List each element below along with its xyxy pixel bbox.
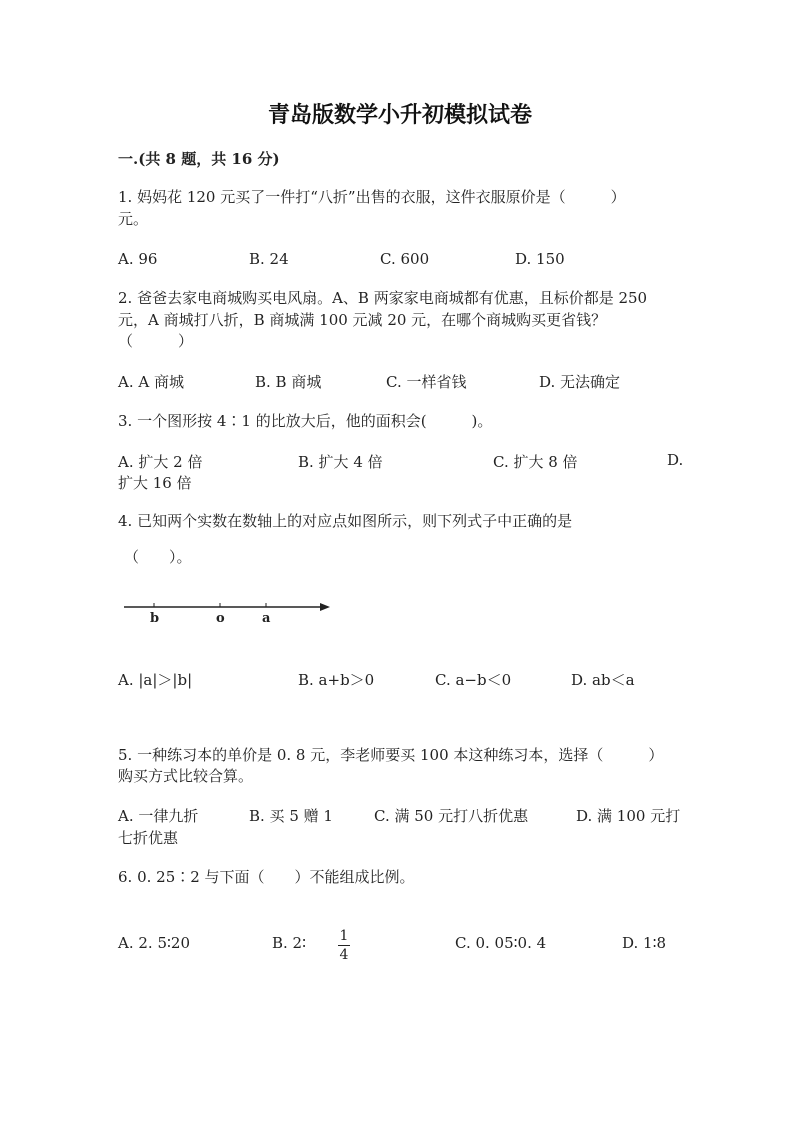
question-4-option-a: A. |a|＞|b| bbox=[118, 671, 193, 689]
question-1-option-c: C. 600 bbox=[380, 250, 430, 268]
question-2-stem-line2: 元，A 商城打八折，B 商城满 100 元减 20 元，在哪个商城购买更省钱？ bbox=[118, 311, 607, 329]
question-3-option-d: D. bbox=[667, 451, 684, 469]
question-2-stem-line3: （ ） bbox=[118, 332, 194, 350]
question-5-stem-line2: 购买方式比较合算。 bbox=[118, 767, 254, 785]
question-1-stem-line2: 元。 bbox=[118, 210, 149, 228]
question-2-option-c: C. 一样省钱 bbox=[386, 373, 467, 391]
question-2-option-b: B. B 商城 bbox=[255, 373, 322, 391]
number-line-arrow-icon bbox=[320, 603, 330, 611]
question-3-option-a: A. 扩大 2 倍 bbox=[118, 453, 203, 471]
question-5-option-c: C. 满 50 元打八折优惠 bbox=[374, 807, 529, 825]
question-1-option-a: A. 96 bbox=[118, 250, 158, 268]
question-4-option-c: C. a−b＜0 bbox=[435, 671, 512, 689]
question-5-option-d: D. 满 100 元打 bbox=[576, 807, 681, 825]
question-6-option-a: A. 2. 5∶20 bbox=[118, 934, 190, 952]
question-2-option-d: D. 无法确定 bbox=[539, 373, 621, 391]
question-4-stem-line1: 4. 已知两个实数在数轴上的对应点如图所示，则下列式子中正确的是 bbox=[118, 512, 573, 530]
question-3-stem-line1: 3. 一个图形按 4∶1 的比放大后，他的面积会( )。 bbox=[118, 412, 493, 430]
question-4-option-d: D. ab＜a bbox=[571, 671, 635, 689]
question-1-option-d: D. 150 bbox=[515, 250, 565, 268]
question-6-option-c: C. 0. 05∶0. 4 bbox=[455, 934, 547, 952]
question-3-option-d-continued: 扩大 16 倍 bbox=[118, 474, 192, 492]
question-6-option-b: B. 2∶ bbox=[272, 934, 307, 952]
question-4-stem-line2: （ ）。 bbox=[124, 548, 192, 566]
page-title: 青岛版数学小升初模拟试卷 bbox=[267, 102, 532, 128]
question-4-option-b: B. a+b＞0 bbox=[298, 671, 375, 689]
section-heading: 一.(共 8 题，共 16 分) bbox=[118, 150, 280, 168]
question-3-option-c: C. 扩大 8 倍 bbox=[493, 453, 578, 471]
question-5-stem-line1: 5. 一种练习本的单价是 0. 8 元，李老师要买 100 本这种练习本，选择（ ） bbox=[118, 746, 664, 764]
number-line-label-b: b bbox=[150, 611, 160, 626]
question-1-option-b: B. 24 bbox=[249, 250, 289, 268]
question-6-option-d: D. 1∶8 bbox=[622, 934, 667, 952]
question-5-option-b: B. 买 5 赠 1 bbox=[249, 807, 333, 825]
number-line-label-o: o bbox=[216, 611, 225, 626]
fraction-numerator: 1 bbox=[339, 928, 349, 944]
question-2-stem-line1: 2. 爸爸去家电商城购买电风扇。A、B 两家家电商城都有优惠，且标价都是 250 bbox=[118, 289, 648, 307]
number-line-label-a: a bbox=[262, 611, 271, 626]
question-3-option-b: B. 扩大 4 倍 bbox=[298, 453, 383, 471]
fraction-denominator: 4 bbox=[339, 947, 349, 963]
question-1-stem-line1: 1. 妈妈花 120 元买了一件打“八折”出售的衣服，这件衣服原价是（ ） bbox=[118, 188, 626, 206]
question-2-option-a: A. A 商城 bbox=[118, 373, 184, 391]
question-6-option-b-fraction bbox=[338, 928, 350, 963]
question-6-stem-line1: 6. 0. 25∶2 与下面（ ）不能组成比例。 bbox=[118, 868, 415, 886]
fraction-bar bbox=[338, 945, 350, 946]
question-5-option-d-continued: 七折优惠 bbox=[118, 829, 179, 847]
question-5-option-a: A. 一律九折 bbox=[118, 807, 199, 825]
